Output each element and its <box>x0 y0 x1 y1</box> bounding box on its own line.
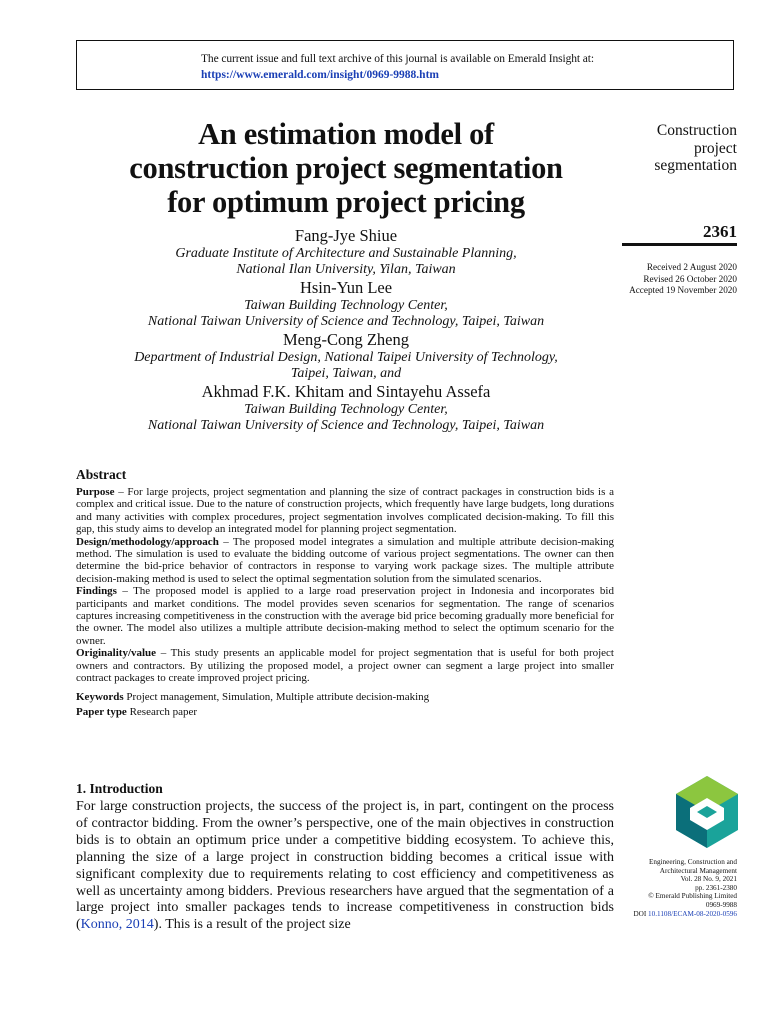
introduction-section <box>76 781 614 934</box>
abstract-design <box>76 536 614 586</box>
journal-copyright: © Emerald Publishing Limited <box>648 892 737 901</box>
running-title <box>654 122 737 175</box>
article-title <box>76 117 616 219</box>
section-label: Originality/value <box>76 647 157 660</box>
citation-link[interactable]: Konno, 2014 <box>80 917 154 933</box>
journal-name: Architectural Management <box>659 866 737 875</box>
page-number-rule <box>622 243 737 246</box>
running-title-line: Construction <box>656 122 737 139</box>
author-affiliation: Taipei, Taiwan, and <box>290 366 402 381</box>
paper-type <box>76 706 614 719</box>
journal-info <box>607 858 737 918</box>
abstract-section <box>76 467 614 719</box>
journal-pages: pp. 2361-2380 <box>695 883 737 892</box>
journal-notice-box <box>76 40 734 90</box>
journal-volume: Vol. 28 No. 9, 2021 <box>680 875 737 884</box>
running-title-line: segmentation <box>654 157 737 174</box>
section-label: Findings <box>76 585 117 598</box>
author-name: Meng-Cong Zheng <box>282 330 410 349</box>
author-affiliation: Graduate Institute of Architecture and Sustainable Planning, <box>175 246 517 261</box>
journal-url-link[interactable]: https://www.emerald.com/insight/0969-9988.htm <box>201 69 439 81</box>
author-affiliation: Department of Industrial Design, National Taipei University of Technology, <box>134 350 558 365</box>
journal-name: Engineering, Construction and <box>648 858 737 866</box>
paper-type-text: Research paper <box>126 705 198 718</box>
intro-text: For large construction projects, the success of the project is, in part, contingent on the process of contractor bidding. From the owner’s perspective, one of the main objectives in construction bids is to obtain an optimum price under a competitive bidding ecosystem. To achieve this, planning the size of a large project in construction bidding becomes a critical issue with significant complexity due to requirements relating to cost efficiency and competitiveness as well as uncertainty among bidders. Previous researchers have argued that the segmentation of a large project into smaller packages tends to increase competitiveness in construction bids ( <box>76 799 614 933</box>
keywords <box>76 691 614 704</box>
title-line: construction project segmentation <box>129 151 563 185</box>
emerald-logo-icon <box>676 776 738 848</box>
doi-link[interactable]: 10.1108/ECAM-08-2020-0596 <box>648 909 737 918</box>
section-text: – The proposed model integrates a simulation and multiple attribute decision-making method. The simulation is used to evaluate the bidding outcome of various project segmentations. The owner can then determine the bid-price behavior of contractors in response to varying work package sizes. The multiple attribute decision-making method is used to select the optimal segmentation solution from the simulated scenarios. <box>76 535 614 585</box>
authors-block <box>76 226 616 434</box>
article-dates <box>629 262 737 297</box>
section-text: – The proposed model is applied to a large road preservation project in Indonesia and incorporates bid participants and market conditions. The model provides seven scenarios for segmentation. The range of scenarios captures increasing competitiveness in the construction with the average bid price becoming gradually more beneficial for the owner. The model also utilizes a multiple attribute decision-making method to select the optimum scenario for the owner. <box>76 585 614 647</box>
keywords-text: Project management, Simulation, Multiple attribute decision-making <box>123 690 430 703</box>
accepted-date: Accepted 19 November 2020 <box>629 285 737 295</box>
journal-doi <box>607 910 737 919</box>
section-text: – This study presents an applicable model for project segmentation that is useful for both project owners and contractors. By utilizing the proposed model, a project owner can segment a large project into smaller contract packages to create improved project pricing. <box>76 647 614 685</box>
abstract-heading: Abstract <box>76 467 127 482</box>
section-label: Design/methodology/approach <box>76 535 219 548</box>
introduction-heading: 1. Introduction <box>76 781 163 796</box>
journal-issn: 0969-9988 <box>705 900 737 909</box>
author-name: Akhmad F.K. Khitam and Sintayehu Assefa <box>201 382 491 401</box>
author-affiliation: National Taiwan University of Science and Technology, Taipei, Taiwan <box>147 418 545 433</box>
notice-text: The current issue and full text archive of this journal is available on Emerald Insight at: <box>201 53 594 65</box>
keywords-label: Keywords <box>76 690 124 703</box>
author-name: Fang-Jye Shiue <box>294 226 398 245</box>
author-affiliation: Taiwan Building Technology Center, <box>244 402 448 417</box>
author-affiliation: Taiwan Building Technology Center, <box>244 298 448 313</box>
section-label: Purpose <box>76 486 115 498</box>
author-affiliation: National Ilan University, Yilan, Taiwan <box>236 262 456 277</box>
running-title-line: project <box>693 139 737 157</box>
title-line: An estimation model of <box>198 117 494 151</box>
author-affiliation: National Taiwan University of Science and Technology, Taipei, Taiwan <box>147 314 545 329</box>
section-text: – For large projects, project segmentation and planning the size of contract packages in construction bids is a complex and critical issue. Due to the nature of construction projects, which frequently have large budgets, long durations and many activities with complex procedures, project segmentation involves complicated decision-making. To fill this gap, this study aims to develop an integrated model for planning project segmentation. <box>76 486 614 536</box>
intro-text: ). This is a result of the project size <box>153 917 351 933</box>
received-date: Received 2 August 2020 <box>646 262 737 272</box>
revised-date: Revised 26 October 2020 <box>643 273 737 284</box>
page-number: 2361 <box>703 222 737 241</box>
abstract-findings <box>76 585 614 647</box>
paper-type-label: Paper type <box>76 705 127 718</box>
abstract-originality <box>76 647 614 684</box>
author-name: Hsin-Yun Lee <box>299 278 393 297</box>
doi-label: DOI <box>633 909 649 918</box>
introduction-paragraph <box>76 799 614 934</box>
title-line: for optimum project pricing <box>167 185 525 219</box>
abstract-purpose <box>76 486 614 536</box>
